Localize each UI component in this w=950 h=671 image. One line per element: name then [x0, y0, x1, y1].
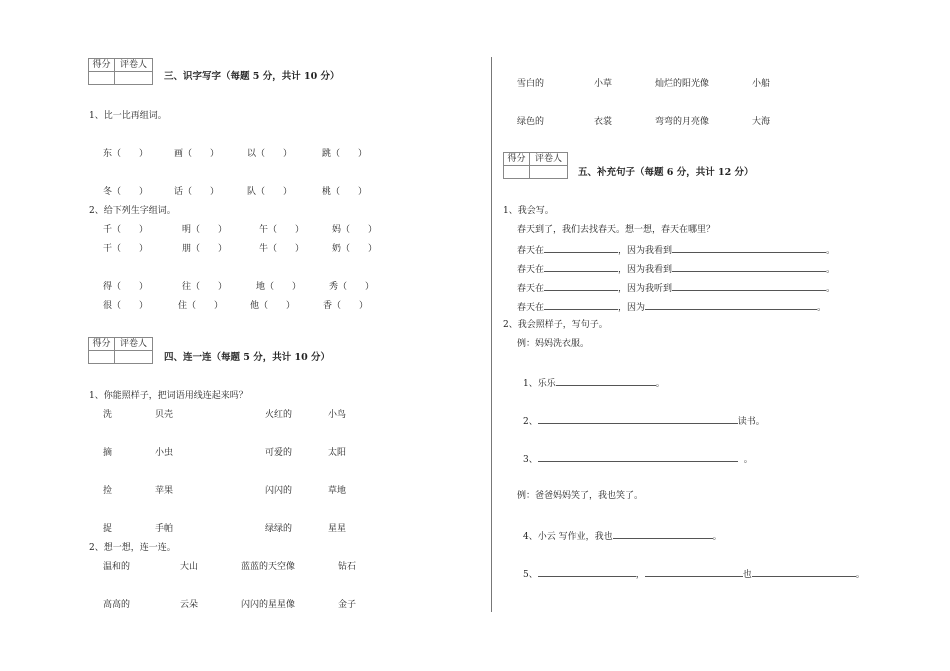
period: 。 [817, 303, 827, 313]
rt-r2-c3: 弯弯的月亮像 [655, 117, 710, 127]
sec4-verb-1: 洗 [103, 410, 113, 420]
rt-r2-c4: 大海 [752, 117, 771, 127]
answer-blank[interactable] [613, 529, 713, 539]
sec4-verb-4: 捉 [103, 524, 113, 534]
s3-end: 。 [743, 455, 753, 465]
sec4-q2-r2-c1: 高高的 [103, 600, 131, 610]
because-hear: ，因为我听到 [618, 284, 673, 294]
rt-r1-c1: 雪白的 [517, 79, 545, 89]
sec4-noun-2: 小虫 [155, 448, 174, 458]
sec4-q2-r2-c4: 金子 [338, 600, 357, 610]
spring-prefix: 春天在 [517, 284, 545, 294]
answer-blank[interactable] [672, 243, 826, 253]
sec5-line-1 [517, 243, 835, 257]
sec5-s1 [523, 376, 665, 390]
sec3-r1-c2: 画（ ） [174, 149, 220, 159]
sec4-q2-r2-c3: 闪闪的星星像 [241, 600, 296, 610]
sec4-q2-r1-c3: 蓝蓝的天空像 [241, 562, 296, 572]
period: 。 [655, 379, 665, 389]
period: 。 [826, 265, 836, 275]
grader-label: 评卷人 [115, 59, 152, 72]
rt-r1-c2: 小草 [594, 79, 613, 89]
sec4-rnoun-1: 小鸟 [328, 410, 347, 420]
sec5-line-2 [517, 262, 835, 276]
sec3-r1-c3: 以（ ） [247, 149, 293, 159]
answer-blank[interactable] [538, 414, 738, 424]
period: 。 [712, 532, 722, 542]
sec3-r2-c2: 话（ ） [174, 187, 220, 197]
sec5-line-4 [517, 300, 826, 314]
sec4-adj-2: 可爱的 [265, 448, 293, 458]
sec3-r2-c1: 冬（ ） [103, 187, 149, 197]
answer-blank[interactable] [538, 452, 738, 462]
sec4-rnoun-2: 太阳 [328, 448, 347, 458]
score-label: 得分 [89, 338, 115, 351]
because-see: ，因为我看到 [618, 265, 673, 275]
rt-r1-c4: 小船 [752, 79, 771, 89]
s3-num: 3、 [523, 455, 538, 465]
answer-blank[interactable] [538, 567, 636, 577]
sec3-r6-c3: 他（ ） [250, 301, 296, 311]
sec3-r3-c1: 千（ ） [103, 225, 149, 235]
spring-prefix: 春天在 [517, 303, 545, 313]
sec4-q2-r1-c2: 大山 [180, 562, 199, 572]
sec5-q2: 2、我会照样子，写句子。 [503, 320, 608, 330]
sec4-q1: 1、你能照样子，把词语用线连起来吗？ [89, 391, 248, 401]
sec5-q1: 1、我会写。 [503, 206, 554, 216]
period: 。 [826, 246, 836, 256]
s4-prefix: 4、小云 写作业，我也 [523, 532, 613, 542]
score-cell [89, 72, 115, 84]
grader-label: 评卷人 [530, 153, 567, 166]
answer-blank[interactable] [752, 567, 856, 577]
sec5-s5 [523, 567, 865, 581]
sec3-r3-c2: 明（ ） [182, 225, 228, 235]
sec5-s2 [523, 414, 765, 428]
sec4-q2: 2、想一想，连一连。 [89, 543, 176, 553]
sec4-q2-r2-c2: 云朵 [180, 600, 199, 610]
sec3-r6-c2: 住（ ） [178, 301, 224, 311]
s5-num: 5、 [523, 570, 538, 580]
sec5-intro: 春天到了，我们去找春天。想一想，春天在哪里？ [517, 225, 716, 235]
sec3-r4-c2: 朋（ ） [182, 244, 228, 254]
section-4-title: 四、连一连（每题 5 分，共计 10 分） [164, 352, 331, 363]
section-3-title: 三、识字写字（每题 5 分，共计 10 分） [164, 71, 340, 82]
s2-num: 2、 [523, 417, 538, 427]
sec3-r6-c4: 香（ ） [323, 301, 369, 311]
sec4-adj-1: 火红的 [265, 410, 293, 420]
sec3-r6-c1: 很（ ） [103, 301, 149, 311]
sec3-q1: 1、比一比再组词。 [89, 111, 167, 121]
answer-blank[interactable] [672, 281, 826, 291]
sec3-r5-c1: 得（ ） [103, 282, 149, 292]
answer-blank[interactable] [645, 567, 743, 577]
sec4-q2-r1-c4: 钻石 [338, 562, 357, 572]
sec4-adj-3: 闪闪的 [265, 486, 293, 496]
sec3-r5-c4: 秀（ ） [329, 282, 375, 292]
sec4-rnoun-3: 草地 [328, 486, 347, 496]
answer-blank[interactable] [544, 243, 618, 253]
score-cell [89, 351, 115, 363]
sec3-r5-c2: 往（ ） [182, 282, 228, 292]
section-5-title: 五、补充句子（每题 6 分，共计 12 分） [578, 167, 754, 178]
s5-also: 也 [742, 570, 752, 580]
score-box-sec3 [88, 58, 153, 85]
sec4-q2-r1-c1: 温和的 [103, 562, 131, 572]
answer-blank[interactable] [672, 262, 826, 272]
because: ，因为 [618, 303, 646, 313]
score-label: 得分 [89, 59, 115, 72]
sec5-s3 [523, 452, 753, 466]
sec3-r2-c4: 桃（ ） [322, 187, 368, 197]
score-box-sec5 [503, 152, 568, 179]
sec4-noun-4: 手帕 [155, 524, 174, 534]
sec5-example-2: 例：爸爸妈妈笑了，我也笑了。 [517, 491, 644, 501]
sec4-noun-3: 苹果 [155, 486, 174, 496]
answer-blank[interactable] [544, 262, 618, 272]
s5-comma: ， [635, 570, 645, 580]
sec5-example-1: 例：妈妈洗衣服。 [517, 339, 590, 349]
sec4-rnoun-4: 星星 [328, 524, 347, 534]
sec3-r1-c4: 跳（ ） [322, 149, 368, 159]
sec4-verb-2: 摘 [103, 448, 113, 458]
period: 。 [855, 570, 865, 580]
grader-label: 评卷人 [115, 338, 152, 351]
sec3-r4-c1: 干（ ） [103, 244, 149, 254]
s2-end: 读书。 [737, 417, 765, 427]
sec3-q2: 2、给下列生字组词。 [89, 206, 176, 216]
answer-blank[interactable] [556, 376, 656, 386]
sec3-r3-c3: 午（ ） [259, 225, 305, 235]
rt-r1-c3: 灿烂的阳光像 [655, 79, 710, 89]
sec4-verb-3: 捡 [103, 486, 113, 496]
sec3-r2-c3: 队（ ） [247, 187, 293, 197]
sec5-line-3 [517, 281, 835, 295]
sec3-r4-c3: 牛（ ） [259, 244, 305, 254]
sec4-adj-4: 绿绿的 [265, 524, 293, 534]
answer-blank[interactable] [544, 281, 618, 291]
rt-r2-c2: 衣裳 [594, 117, 613, 127]
sec3-r3-c4: 妈（ ） [332, 225, 378, 235]
spring-prefix: 春天在 [517, 246, 545, 256]
sec5-s4 [523, 529, 722, 543]
column-divider [491, 57, 492, 612]
period: 。 [826, 284, 836, 294]
sec3-r4-c4: 奶（ ） [332, 244, 378, 254]
sec3-r1-c1: 东（ ） [103, 149, 149, 159]
answer-blank[interactable] [645, 300, 817, 310]
s1-prefix: 1、乐乐 [523, 379, 556, 389]
score-box-sec4 [88, 337, 153, 364]
score-label: 得分 [504, 153, 530, 166]
because-see: ，因为我看到 [618, 246, 673, 256]
answer-blank[interactable] [544, 300, 618, 310]
score-cell [504, 166, 530, 178]
sec3-r5-c3: 地（ ） [256, 282, 302, 292]
sec4-noun-1: 贝壳 [155, 410, 174, 420]
spring-prefix: 春天在 [517, 265, 545, 275]
rt-r2-c1: 绿色的 [517, 117, 545, 127]
